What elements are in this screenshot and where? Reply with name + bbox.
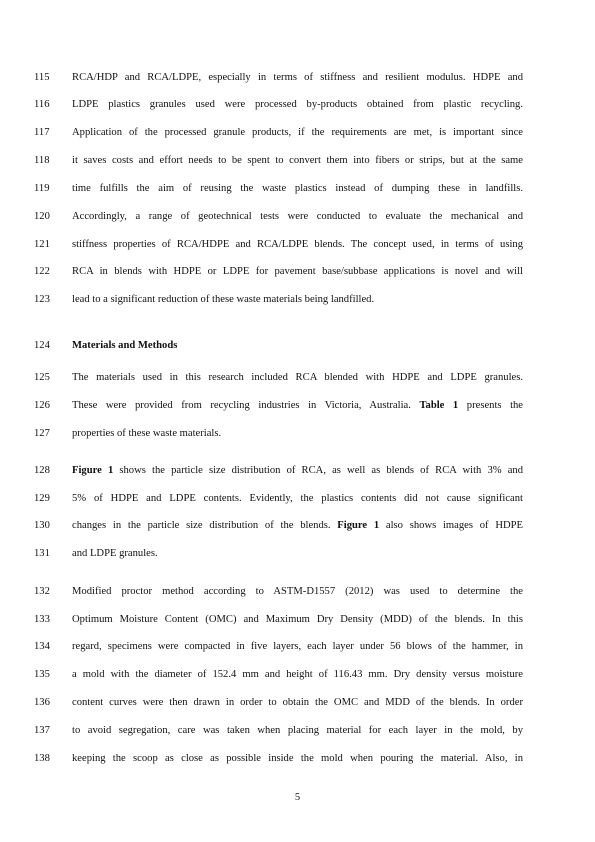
text-segment: also shows images of HDPE (379, 520, 523, 531)
bold-reference: Figure 1 (72, 465, 114, 476)
line-text: keeping the scoop as close as possible inside the mold when pouring the material. Also, in (72, 753, 523, 764)
line-text: lead to a significant reduction of these waste materials being landfilled. (72, 294, 375, 305)
text-line (0, 153, 595, 169)
line-number: 127 (34, 428, 50, 439)
text-segment: These were provided from recycling industries in Victoria, Australia. (72, 400, 420, 411)
line-number: 123 (34, 294, 50, 305)
page-number: 5 (294, 792, 301, 803)
text-line (0, 209, 595, 225)
line-text: and LDPE granules. (72, 548, 158, 559)
line-text: LDPE plastics granules used were processed by-products obtained from plastic recycling. (72, 99, 523, 110)
line-text: to avoid segregation, care was taken when placing material for each layer in the mold, by (72, 725, 523, 736)
line-number: 125 (34, 372, 50, 383)
line-text: time fulfills the aim of reusing the waste plastics instead of dumping these in landfills. (72, 183, 523, 194)
line-text (72, 463, 523, 479)
text-line (0, 723, 595, 739)
text-line (0, 97, 595, 113)
text-segment: changes in the particle size distribution of the blends. (72, 520, 338, 531)
line-text: content curves were then drawn in order to obtain the OMC and MDD of the blends. In order (72, 697, 523, 708)
line-number: 118 (34, 155, 50, 166)
line-number: 121 (34, 239, 50, 250)
bold-reference: Figure 1 (337, 520, 380, 531)
text-line (0, 426, 595, 442)
line-number: 124 (34, 340, 50, 351)
text-line (0, 695, 595, 711)
line-text: it saves costs and effort needs to be spent to convert them into fibers or strips, but at the same (72, 155, 523, 166)
section-heading-line (0, 338, 595, 354)
text-line (0, 292, 595, 308)
line-number: 137 (34, 725, 50, 736)
line-number: 117 (34, 127, 50, 138)
text-line (0, 491, 595, 507)
text-line (0, 546, 595, 562)
line-text: a mold with the diameter of 152.4 mm and height of 116.43 mm. Dry density versus moisture (72, 669, 523, 680)
line-number: 128 (34, 465, 50, 476)
line-text: Accordingly, a range of geotechnical tests were conducted to evaluate the mechanical and (72, 211, 523, 222)
text-line (0, 612, 595, 628)
text-line (0, 370, 595, 386)
line-number: 132 (34, 586, 50, 597)
line-text: Application of the processed granule products, if the requirements are met, is important since (72, 127, 523, 138)
text-line (0, 463, 595, 479)
line-number: 119 (34, 183, 50, 194)
line-text: RCA in blends with HDPE or LDPE for pavement base/subbase applications is novel and will (72, 266, 523, 277)
line-text (72, 398, 523, 414)
line-number: 131 (34, 548, 50, 559)
line-text: Optimum Moisture Content (OMC) and Maximum Dry Density (MDD) of the blends. In this (72, 614, 523, 625)
line-number: 133 (34, 614, 50, 625)
section-heading: Materials and Methods (72, 340, 178, 351)
text-line (0, 264, 595, 280)
text-line (0, 667, 595, 683)
line-text: properties of these waste materials. (72, 428, 222, 439)
line-text: stiffness properties of RCA/HDPE and RCA/LDPE blends. The concept used, in terms of using (72, 239, 523, 250)
text-line (0, 237, 595, 253)
line-number: 115 (34, 72, 50, 83)
text-segment: shows the particle size distribution of RCA, as well as blends of RCA with 3% and (113, 465, 523, 476)
line-number: 138 (34, 753, 50, 764)
line-number: 129 (34, 493, 50, 504)
text-segment: presents the (458, 400, 523, 411)
line-text: RCA/HDP and RCA/LDPE, especially in terms of stiffness and resilient modulus. HDPE and (72, 72, 523, 83)
line-text: 5% of HDPE and LDPE contents. Evidently, the plastics contents did not cause significant (72, 493, 523, 504)
text-line (0, 125, 595, 141)
line-number: 116 (34, 99, 50, 110)
text-line (0, 518, 595, 534)
line-number: 134 (34, 641, 50, 652)
text-line (0, 181, 595, 197)
text-line (0, 584, 595, 600)
line-text: regard, specimens were compacted in five layers, each layer under 56 blows of the hammer, in (72, 641, 523, 652)
text-line (0, 70, 595, 86)
text-line (0, 398, 595, 414)
line-number: 126 (34, 400, 50, 411)
text-line (0, 751, 595, 767)
line-text: Modified proctor method according to ASTM-D1557 (2012) was used to determine the (72, 586, 523, 597)
line-text: The materials used in this research included RCA blended with HDPE and LDPE granules. (72, 372, 523, 383)
line-number: 122 (34, 266, 50, 277)
line-number: 135 (34, 669, 50, 680)
line-number: 130 (34, 520, 50, 531)
text-line (0, 639, 595, 655)
line-number: 136 (34, 697, 50, 708)
line-text (72, 518, 523, 534)
bold-reference: Table 1 (419, 400, 459, 411)
line-number: 120 (34, 211, 50, 222)
